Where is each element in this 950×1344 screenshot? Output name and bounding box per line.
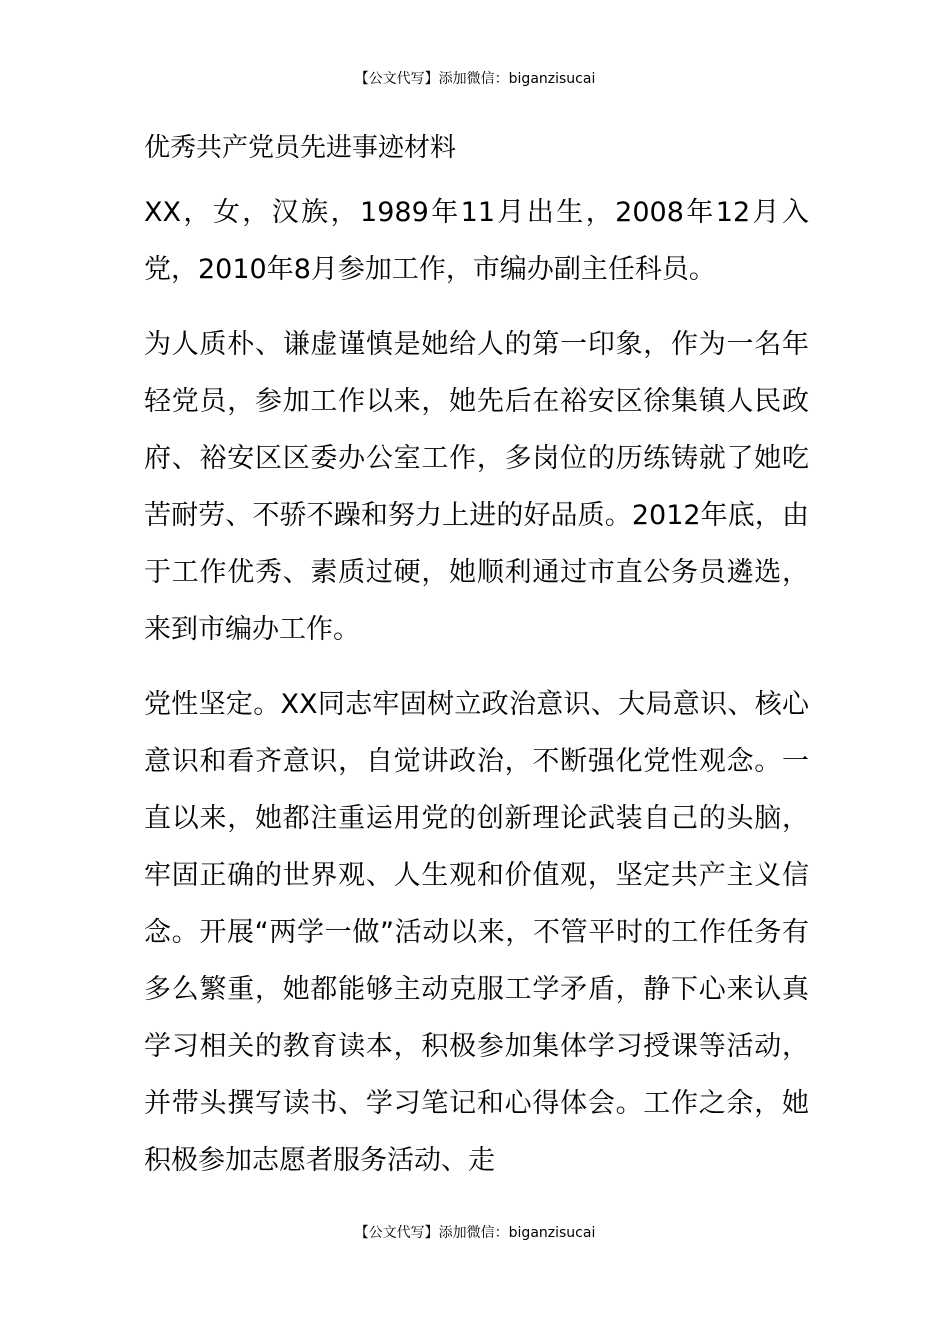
paragraph-intro: XX，女，汉族，1989年11月出生，2008年12月入党，2010年8月参加工作，市编办副主任科员。 xyxy=(144,197,809,285)
paragraph-background: 为人质朴、谦虚谨慎是她给人的第一印象，作为一名年轻党员，参加工作以来，她先后在裕安区徐集镇人民政府、裕安区区委办公室工作，多岗位的历练铸就了她吃苦耐劳、不骄不躁和努力上进的好品质。2012年底，由于工作优秀、素质过硬，她顺利通过市直公务员遴选，来到市编办工作。 xyxy=(144,329,809,645)
paragraph-party-spirit: 党性坚定。XX同志牢固树立政治意识、大局意识、核心意识和看齐意识，自觉讲政治，不断强化党性观念。一直以来，她都注重运用党的创新理论武装自己的头脑，牢固正确的世界观、人生观和价值观，坚定共产主义信念。开展“两学一做”活动以来，不管平时的工作任务有多么繁重，她都能够主动克服工学矛盾，静下心来认真学习相关的教育读本，积极参加集体学习授课等活动，并带头撰写读书、学习笔记和心得体会。工作之余，她积极参加志愿者服务活动、走 xyxy=(144,689,809,1176)
document-title: 优秀共产党员先进事迹材料 xyxy=(144,133,457,163)
page-header: 【公文代写】添加微信：biganzisucai xyxy=(354,71,596,87)
page-footer: 【公文代写】添加微信：biganzisucai xyxy=(354,1225,596,1241)
document-body xyxy=(144,128,809,1207)
